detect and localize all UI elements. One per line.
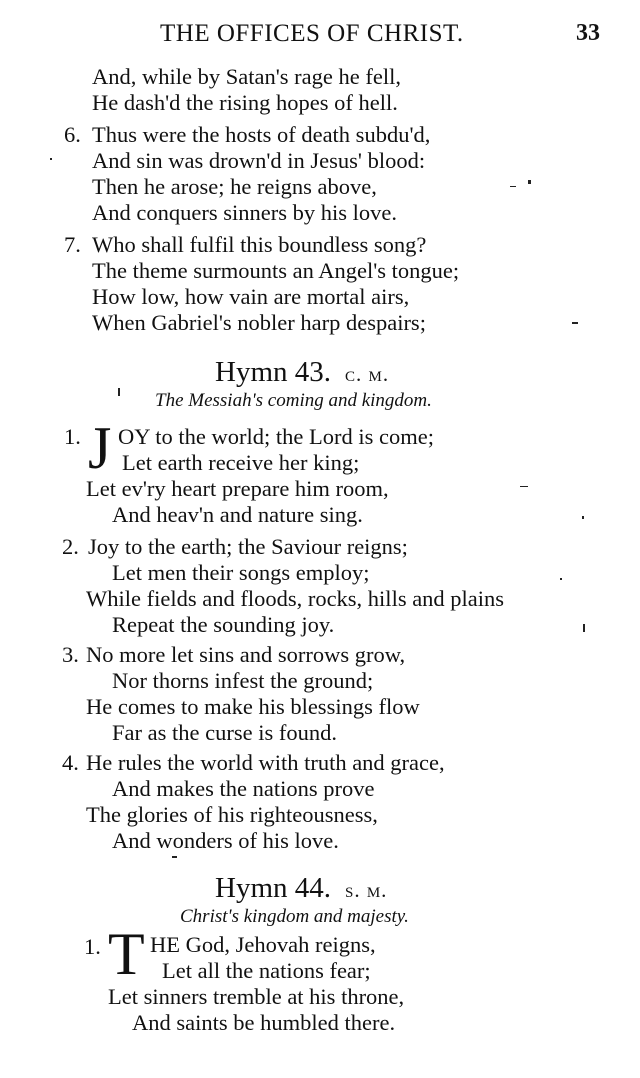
verse-line: Then he arose; he reigns above, <box>92 174 377 199</box>
verse-line: And, while by Satan's rage he fell, <box>92 64 401 89</box>
page-number: 33 <box>576 20 600 46</box>
hymn-43-heading <box>215 356 389 389</box>
verse-line: When Gabriel's nobler harp despairs; <box>92 310 426 335</box>
verse-line: Let ev'ry heart prepare him room, <box>86 476 389 501</box>
verse-line: OY to the world; the Lord is come; <box>118 424 434 449</box>
ink-speck <box>582 516 584 519</box>
ink-speck <box>528 180 531 184</box>
verse-line: Far as the curse is found. <box>112 720 337 745</box>
hymn-meter: s. m. <box>345 878 388 902</box>
stanza-number: 6. <box>64 122 81 147</box>
ink-speck <box>520 486 528 487</box>
hymn-subtitle: The Messiah's coming and kingdom. <box>155 390 432 411</box>
verse-line: Let earth receive her king; <box>122 450 360 475</box>
hymn-meter: c. m. <box>345 362 390 386</box>
verse-line: HE God, Jehovah reigns, <box>150 932 376 957</box>
verse-line: And heav'n and nature sing. <box>112 502 363 527</box>
verse-line: Who shall fulfil this boundless song? <box>92 232 427 257</box>
ink-speck <box>583 624 585 632</box>
drop-cap: J <box>88 415 112 481</box>
stanza-number: 3. <box>62 642 79 667</box>
verse-line: Let all the nations fear; <box>162 958 371 983</box>
running-title: THE OFFICES OF CHRIST. <box>160 20 464 47</box>
verse-line: Let men their songs employ; <box>112 560 370 585</box>
ink-speck <box>118 388 120 396</box>
verse-line: Joy to the earth; the Saviour reigns; <box>88 534 408 559</box>
ink-speck <box>560 578 562 580</box>
stanza-number: 2. <box>62 534 79 559</box>
stanza-number: 1. <box>64 424 81 449</box>
stanza-number: 1. <box>84 934 101 959</box>
hymn-title: Hymn 44. <box>215 872 331 904</box>
verse-line: No more let sins and sorrows grow, <box>86 642 406 667</box>
verse-line: The theme surmounts an Angel's tongue; <box>92 258 460 283</box>
drop-cap: T <box>108 921 145 987</box>
verse-line: And makes the nations prove <box>112 776 375 801</box>
verse-line: He dash'd the rising hopes of hell. <box>92 90 398 115</box>
verse-line: Let sinners tremble at his throne, <box>108 984 405 1009</box>
verse-line: And wonders of his love. <box>112 828 339 853</box>
verse-line: And sin was drown'd in Jesus' blood: <box>92 148 426 173</box>
hymn-44-heading <box>215 872 387 905</box>
ink-speck <box>50 158 52 160</box>
verse-line: How low, how vain are mortal airs, <box>92 284 410 309</box>
verse-line: While fields and floods, rocks, hills and plains <box>86 586 505 611</box>
verse-line: The glories of his righteousness, <box>86 802 378 827</box>
verse-line: He rules the world with truth and grace, <box>86 750 445 775</box>
hymn-subtitle: Christ's kingdom and majesty. <box>180 906 409 927</box>
ink-speck <box>172 856 177 858</box>
verse-line: And saints be humbled there. <box>132 1010 396 1035</box>
stanza-number: 4. <box>62 750 79 775</box>
stanza-number: 7. <box>64 232 81 257</box>
hymn-title: Hymn 43. <box>215 356 331 388</box>
verse-line: Thus were the hosts of death subdu'd, <box>92 122 431 147</box>
ink-speck <box>510 186 516 187</box>
verse-line: Nor thorns infest the ground; <box>112 668 374 693</box>
ink-speck <box>572 322 578 324</box>
verse-line: He comes to make his blessings flow <box>86 694 420 719</box>
verse-line: Repeat the sounding joy. <box>112 612 335 637</box>
verse-line: And conquers sinners by his love. <box>92 200 397 225</box>
